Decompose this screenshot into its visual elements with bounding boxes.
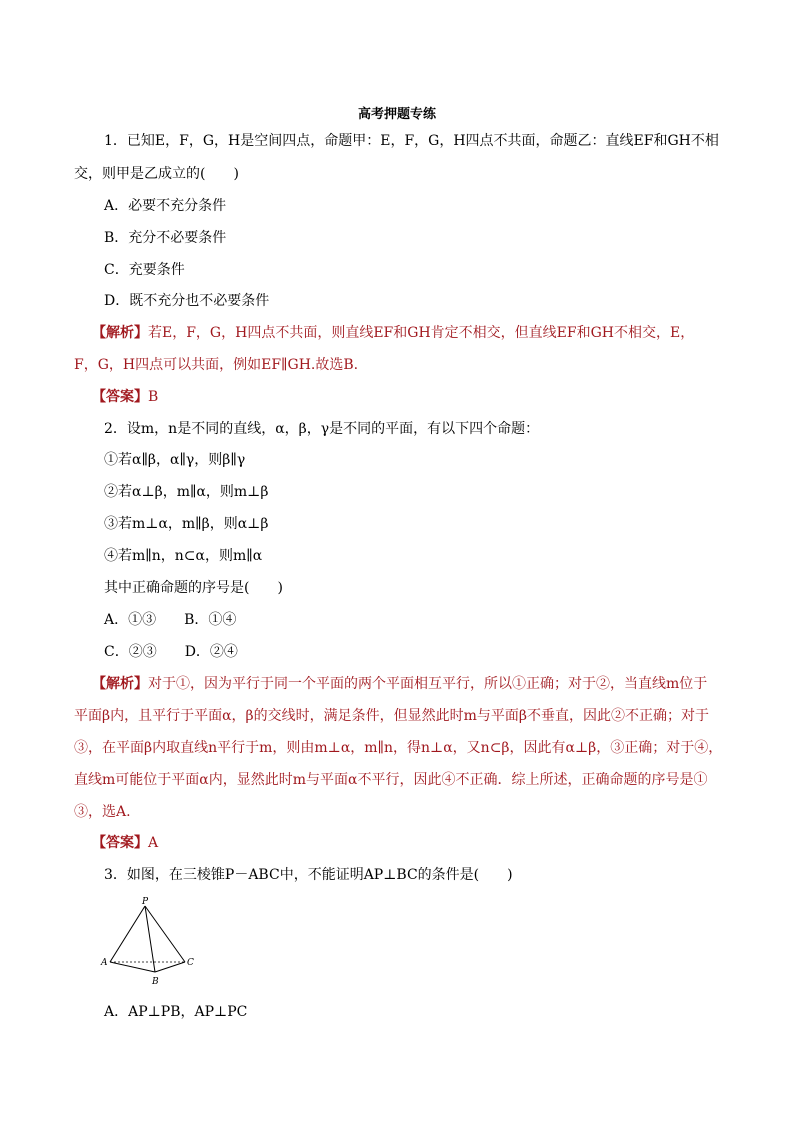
q2-prop-4: ④若m∥n，n⊂α，则m∥α bbox=[104, 548, 263, 564]
q2-analysis-line-5: ③，选A. bbox=[74, 804, 131, 820]
vertex-label-a: A bbox=[101, 958, 108, 968]
q1-analysis-line-2: F，G，H四点可以共面，例如EF∥GH.故选B. bbox=[74, 357, 359, 373]
q3-option-a: A．AP⊥PB，AP⊥PC bbox=[104, 1004, 248, 1020]
q2-prop-1: ①若α∥β，α∥γ，则β∥γ bbox=[104, 452, 246, 468]
q1-analysis-tag: 【解析】 bbox=[92, 325, 148, 341]
q1-option-d: D．既不充分也不必要条件 bbox=[104, 293, 270, 309]
q2-options-row-1: A．①③ B．①④ bbox=[104, 612, 237, 628]
q2-answer: A bbox=[148, 835, 159, 851]
q2-analysis-line-3: ③，在平面β内取直线n平行于m，则由m⊥α，m∥n，得n⊥α，又n⊂β，因此有α⊥β，③正确；对于④， bbox=[74, 740, 723, 756]
q1-option-b: B．充分不必要条件 bbox=[104, 230, 227, 246]
q1-answer: B bbox=[148, 389, 159, 405]
q2-answer-line bbox=[92, 833, 158, 853]
vertex-label-p: P bbox=[142, 897, 149, 907]
q1-analysis-text-1: 若E，F，G，H四点不共面，则直线EF和GH肯定不相交，但直线EF和GH不相交，E， bbox=[148, 325, 695, 341]
q2-prop-2: ②若α⊥β，m∥α，则m⊥β bbox=[104, 484, 269, 500]
q1-answer-tag: 【答案】 bbox=[92, 389, 148, 405]
vertex-label-c: C bbox=[187, 958, 194, 968]
q2-analysis-line-2: 平面β内，且平行于平面α，β的交线时，满足条件，但显然此时m与平面β不垂直，因此②不正确；对于 bbox=[74, 708, 710, 724]
q1-answer-line bbox=[92, 387, 158, 407]
edge-pc bbox=[145, 906, 185, 962]
q1-stem-line-1: 1．已知E，F，G，H是空间四点，命题甲：E，F，G，H四点不共面，命题乙：直线EF和GH不相 bbox=[104, 133, 719, 149]
q1-option-c: C．充要条件 bbox=[104, 262, 185, 278]
q2-answer-tag: 【答案】 bbox=[92, 835, 148, 851]
q2-analysis-text-1: 对于①，因为平行于同一个平面的两个平面相互平行，所以①正确；对于②，当直线m位于 bbox=[148, 676, 708, 692]
q1-option-a: A．必要不充分条件 bbox=[104, 198, 227, 214]
edge-ab bbox=[110, 962, 155, 972]
edge-pa bbox=[110, 906, 145, 962]
q1-analysis-line-1 bbox=[92, 323, 694, 343]
q1-stem-line-2: 交，则甲是乙成立的( ) bbox=[74, 166, 239, 182]
vertex-label-b: B bbox=[152, 977, 159, 987]
edge-bc bbox=[155, 962, 185, 972]
q2-analysis-line-4: 直线m可能位于平面α内，显然此时m与平面α不平行，因此④不正确．综上所述，正确命题的序号是① bbox=[74, 772, 708, 788]
q2-analysis-tag: 【解析】 bbox=[92, 676, 148, 692]
q2-prop-3: ③若m⊥α，m∥β，则α⊥β bbox=[104, 516, 269, 532]
q2-stem: 2．设m，n是不同的直线，α，β，γ是不同的平面，有以下四个命题： bbox=[104, 421, 540, 437]
q2-ask: 其中正确命题的序号是( ) bbox=[104, 580, 283, 596]
q2-analysis-line-1 bbox=[92, 674, 707, 694]
tetrahedron-figure bbox=[96, 896, 208, 990]
q3-stem: 3．如图，在三棱锥P－ABC中，不能证明AP⊥BC的条件是( ) bbox=[104, 867, 513, 883]
q2-options-row-2: C．②③ D．②④ bbox=[104, 644, 238, 660]
page-title: 高考押题专练 bbox=[357, 107, 436, 122]
